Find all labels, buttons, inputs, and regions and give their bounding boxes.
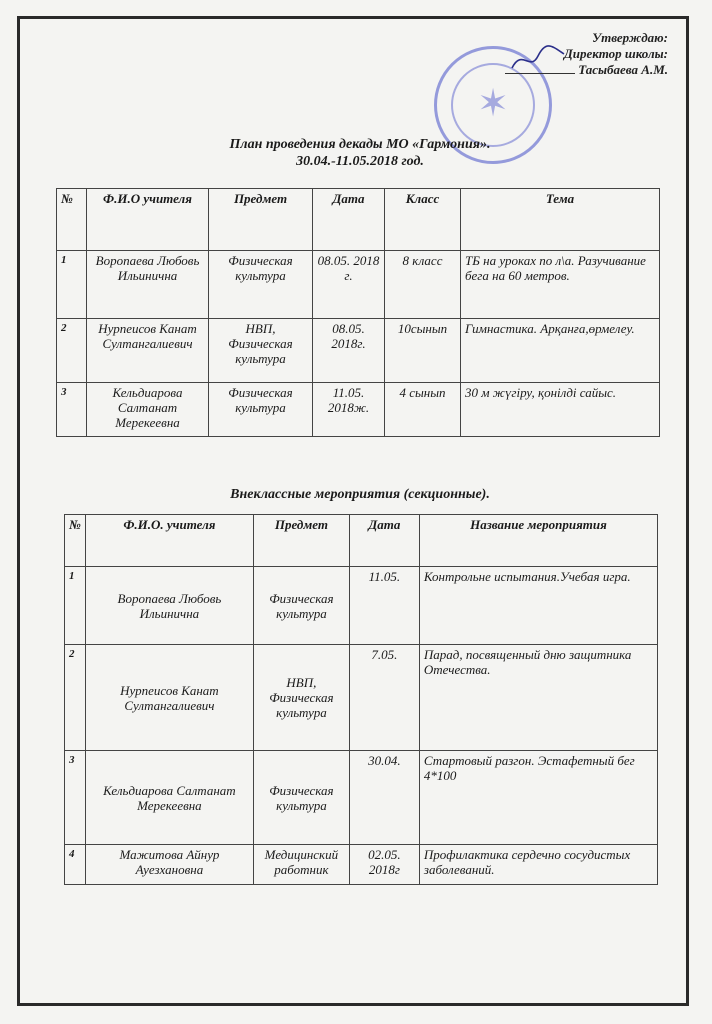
cell-subject: Физическая культура xyxy=(209,383,313,437)
cell-subject: Медицинский работник xyxy=(253,845,349,885)
table-row xyxy=(57,383,660,437)
cell-date: 30.04. xyxy=(349,751,419,845)
cell-subject: Физическая культура xyxy=(253,751,349,845)
header-subject: Предмет xyxy=(253,515,349,567)
cell-name: Нурпеисов Канат Султангалиевич xyxy=(87,319,209,383)
cell-name: Нурпеисов Канат Султангалиевич xyxy=(85,645,253,751)
cell-date: 08.05. 2018 г. xyxy=(313,251,385,319)
table-row xyxy=(57,251,660,319)
approval-line-3: Тасыбаева А.М. xyxy=(578,62,668,77)
cell-class: 8 класс xyxy=(385,251,461,319)
cell-topic: ТБ на уроках по л\а. Разучивание бега на 60 метров. xyxy=(461,251,660,319)
table-row xyxy=(65,751,658,845)
cell-date: 11.05. xyxy=(349,567,419,645)
cell-event: Профилактика сердечно сосудистых заболеваний. xyxy=(419,845,657,885)
cell-num: 2 xyxy=(57,319,87,383)
plan-title-line-1: План проведения декады МО «Гармония». xyxy=(229,137,491,152)
approval-line-2: Директор школы: xyxy=(563,46,668,61)
cell-num: 1 xyxy=(65,567,86,645)
plan-title-line-2: 30.04.-11.05.2018 год. xyxy=(296,154,424,169)
cell-event: Контрольне испытания.Учебая игра. xyxy=(419,567,657,645)
cell-subject: НВП, Физическая культура xyxy=(253,645,349,751)
approval-block xyxy=(505,30,668,78)
cell-num: 3 xyxy=(65,751,86,845)
cell-name: Кельдиарова Салтанат Мерекеевна xyxy=(87,383,209,437)
cell-num: 1 xyxy=(57,251,87,319)
header-name: Ф.И.О. учителя xyxy=(85,515,253,567)
cell-date: 08.05. 2018г. xyxy=(313,319,385,383)
header-name: Ф.И.О учителя xyxy=(87,189,209,251)
header-num: № xyxy=(57,189,87,251)
table-row xyxy=(65,645,658,751)
cell-num: 3 xyxy=(57,383,87,437)
header-date: Дата xyxy=(313,189,385,251)
cell-event: Стартовый разгон. Эстафетный бег 4*100 xyxy=(419,751,657,845)
plan-title xyxy=(60,136,660,170)
header-event: Название мероприятия xyxy=(419,515,657,567)
cell-date: 7.05. xyxy=(349,645,419,751)
cell-topic: 30 м жүгіру, қонілді сайыс. xyxy=(461,383,660,437)
table-header-row xyxy=(57,189,660,251)
cell-subject: НВП, Физическая культура xyxy=(209,319,313,383)
header-subject: Предмет xyxy=(209,189,313,251)
table-row xyxy=(57,319,660,383)
cell-name: Воропаева Любовь Ильинична xyxy=(85,567,253,645)
cell-name: Воропаева Любовь Ильинична xyxy=(87,251,209,319)
header-date: Дата xyxy=(349,515,419,567)
table-row xyxy=(65,567,658,645)
cell-name: Мажитова Айнур Ауезхановна xyxy=(85,845,253,885)
header-class: Класс xyxy=(385,189,461,251)
cell-date: 11.05. 2018ж. xyxy=(313,383,385,437)
cell-subject: Физическая культура xyxy=(253,567,349,645)
cell-subject: Физическая культура xyxy=(209,251,313,319)
cell-event: Парад, посвященный дню защитника Отечества. xyxy=(419,645,657,751)
table-header-row xyxy=(65,515,658,567)
events-table xyxy=(64,514,658,885)
table-row xyxy=(65,845,658,885)
cell-name: Кельдиарова Салтанат Мерекеевна xyxy=(85,751,253,845)
approval-line-1: Утверждаю: xyxy=(592,30,668,45)
cell-num: 4 xyxy=(65,845,86,885)
cell-topic: Гимнастика. Арқанға,өрмелеу. xyxy=(461,319,660,383)
cell-date: 02.05. 2018г xyxy=(349,845,419,885)
extracurricular-title: Внеклассные мероприятия (секционные). xyxy=(230,487,490,502)
header-topic: Тема xyxy=(461,189,660,251)
cell-class: 10сынып xyxy=(385,319,461,383)
plan-table xyxy=(56,188,660,437)
header-num: № xyxy=(65,515,86,567)
cell-class: 4 сынып xyxy=(385,383,461,437)
cell-num: 2 xyxy=(65,645,86,751)
